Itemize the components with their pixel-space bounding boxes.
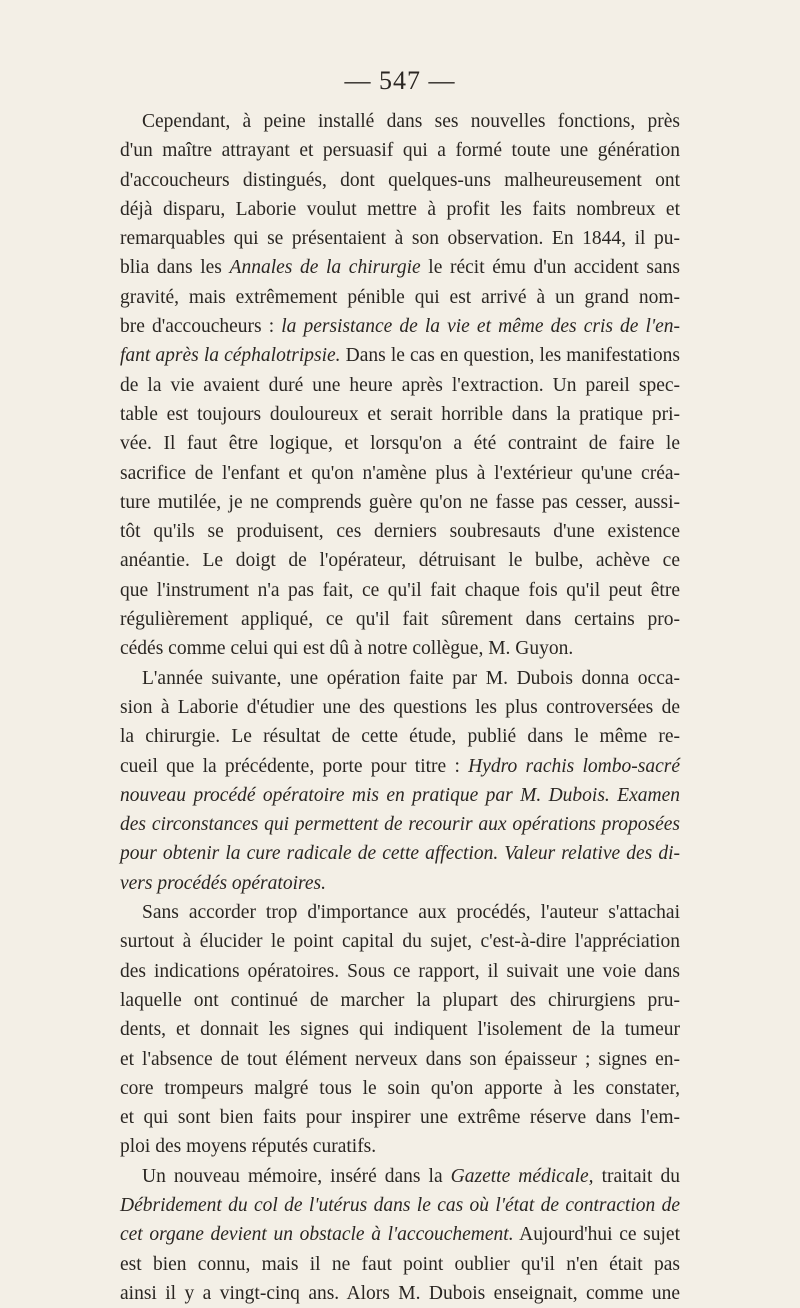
text-run: la chirurgie. Le résultat de cette étude, publié dans le même re- (120, 726, 680, 748)
text-line (120, 1162, 680, 1191)
text-run: Un nouveau mémoire, inséré dans la (142, 1165, 451, 1187)
text-line (120, 459, 680, 488)
italic-run: Annales de la chirurgie (229, 257, 421, 279)
italic-run: Gazette médicale, (450, 1165, 594, 1187)
text-run: le récit ému d'un accident sans (420, 257, 680, 279)
italic-run: des circonstances qui permettent de recourir aux opérations proposées (120, 814, 680, 836)
text-run: sacrifice de l'enfant et qu'on n'amène plus à l'extérieur qu'une créa- (120, 462, 680, 484)
text-run: Dans le cas en question, les manifestations (340, 345, 681, 367)
text-run: déjà disparu, Laborie voulut mettre à profit les faits nombreux et (120, 198, 680, 220)
text-line (120, 634, 680, 663)
text-line (120, 1191, 680, 1220)
page-number: — 547 — (344, 66, 456, 95)
text-line (120, 546, 680, 575)
italic-run: pour obtenir la cure radicale de cette affection. Valeur relative des di- (120, 843, 680, 865)
body-text (120, 107, 680, 1308)
text-line (120, 810, 680, 839)
text-run: régulièrement appliqué, ce qu'il fait sûrement dans certains pro- (120, 609, 680, 631)
text-line (120, 898, 680, 927)
text-run: surtout à élucider le point capital du sujet, c'est-à-dire l'appréciation (120, 931, 680, 953)
text-line (120, 605, 680, 634)
text-run: cueil que la précédente, porte pour titre : (120, 755, 469, 777)
text-run: Cependant, à peine installé dans ses nouvelles fonctions, près (142, 111, 680, 132)
text-line (120, 1045, 680, 1074)
text-line (120, 1132, 680, 1161)
italic-run: cet organe devient un obstacle à l'accouchement. (120, 1224, 514, 1246)
text-line (120, 195, 680, 224)
text-line (120, 927, 680, 956)
text-run: laquelle ont continué de marcher la plupart des chirurgiens pru- (120, 989, 680, 1011)
text-run: ploi des moyens réputés curatifs. (120, 1136, 377, 1158)
text-run: L'année suivante, une opération faite par M. Dubois donna occa- (142, 667, 680, 689)
text-line (120, 224, 680, 253)
text-run: bre d'accoucheurs : (120, 316, 282, 338)
text-line (120, 371, 680, 400)
text-line (120, 576, 680, 605)
text-run: des indications opératoires. Sous ce rapport, il suivait une voie dans (120, 960, 680, 982)
text-run: Aujourd'hui ce sujet (513, 1224, 680, 1246)
text-run: de la vie avaient duré une heure après l'extraction. Un pareil spec- (120, 374, 680, 396)
text-run: et l'absence de tout élément nerveux dans son épaisseur ; signes en- (120, 1048, 680, 1070)
text-line (120, 752, 680, 781)
text-line (120, 957, 680, 986)
text-run: d'accoucheurs distingués, dont quelques-uns malheureusement ont (120, 169, 680, 191)
text-run: vée. Il faut être logique, et lorsqu'on a été contraint de faire le (120, 433, 680, 455)
text-line (120, 253, 680, 282)
text-run: remarquables qui se présentaient à son observation. En 1844, il pu- (120, 228, 680, 250)
text-line (120, 722, 680, 751)
text-line (120, 136, 680, 165)
text-line (120, 283, 680, 312)
text-run: tôt qu'ils se produisent, ces derniers soubresauts d'une existence (120, 521, 680, 543)
text-run: cédés comme celui qui est dû à notre collègue, M. Guyon. (120, 638, 574, 660)
text-line (120, 1220, 680, 1249)
text-run: Sans accorder trop d'importance aux procédés, l'auteur s'attachai (142, 902, 680, 924)
italic-run: la persistance de la vie et même des cris de l'en- (281, 316, 681, 338)
text-run: ainsi il y a vingt-cinq ans. Alors M. Dubois enseignait, comme une (120, 1282, 680, 1304)
text-line (120, 664, 680, 693)
text-line (120, 429, 680, 458)
text-run: traitait du (593, 1165, 680, 1187)
text-run: core trompeurs malgré tous le soin qu'on apporte à les constater, (120, 1077, 680, 1099)
text-line (120, 1279, 680, 1308)
italic-run: fant après la céphalotripsie. (120, 345, 341, 367)
text-run: blia dans les (120, 257, 230, 279)
text-line (120, 107, 680, 136)
italic-run: nouveau procédé opératoire mis en pratique par M. Dubois. Examen (120, 784, 680, 806)
text-line (120, 1103, 680, 1132)
text-line (120, 312, 680, 341)
italic-run: Hydro rachis lombo-sacré (468, 755, 680, 777)
text-run: et qui sont bien faits pour inspirer une extrême réserve dans l'em- (120, 1107, 680, 1129)
italic-run: vers procédés opératoires. (120, 872, 326, 894)
text-run: sion à Laborie d'étudier une des questions les plus controversées de (120, 696, 680, 718)
text-run: anéantie. Le doigt de l'opérateur, détruisant le bulbe, achève ce (120, 550, 680, 572)
text-line (120, 400, 680, 429)
text-line (120, 517, 680, 546)
text-line (120, 166, 680, 195)
text-line (120, 488, 680, 517)
text-line (120, 341, 680, 370)
text-run: est bien connu, mais il ne faut point oublier qu'il n'en était pas (120, 1253, 680, 1275)
text-line (120, 839, 680, 868)
text-line (120, 1015, 680, 1044)
text-line (120, 986, 680, 1015)
text-run: ture mutilée, je ne comprends guère qu'on ne fasse pas cesser, aussi- (120, 491, 680, 513)
text-line (120, 869, 680, 898)
text-line (120, 1074, 680, 1103)
text-run: table est toujours douloureux et serait horrible dans la pratique pri- (120, 403, 680, 425)
text-run: dents, et donnait les signes qui indiquent l'isolement de la tumeur (120, 1019, 680, 1041)
text-line (120, 693, 680, 722)
italic-run: Débridement du col de l'utérus dans le cas où l'état de contraction de (120, 1194, 680, 1216)
text-run: d'un maître attrayant et persuasif qui a formé toute une génération (120, 140, 680, 162)
text-line (120, 1250, 680, 1279)
text-line (120, 781, 680, 810)
text-run: gravité, mais extrêmement pénible qui est arrivé à un grand nom- (120, 286, 680, 308)
text-run: que l'instrument n'a pas fait, ce qu'il fait chaque fois qu'il peut être (120, 579, 680, 601)
